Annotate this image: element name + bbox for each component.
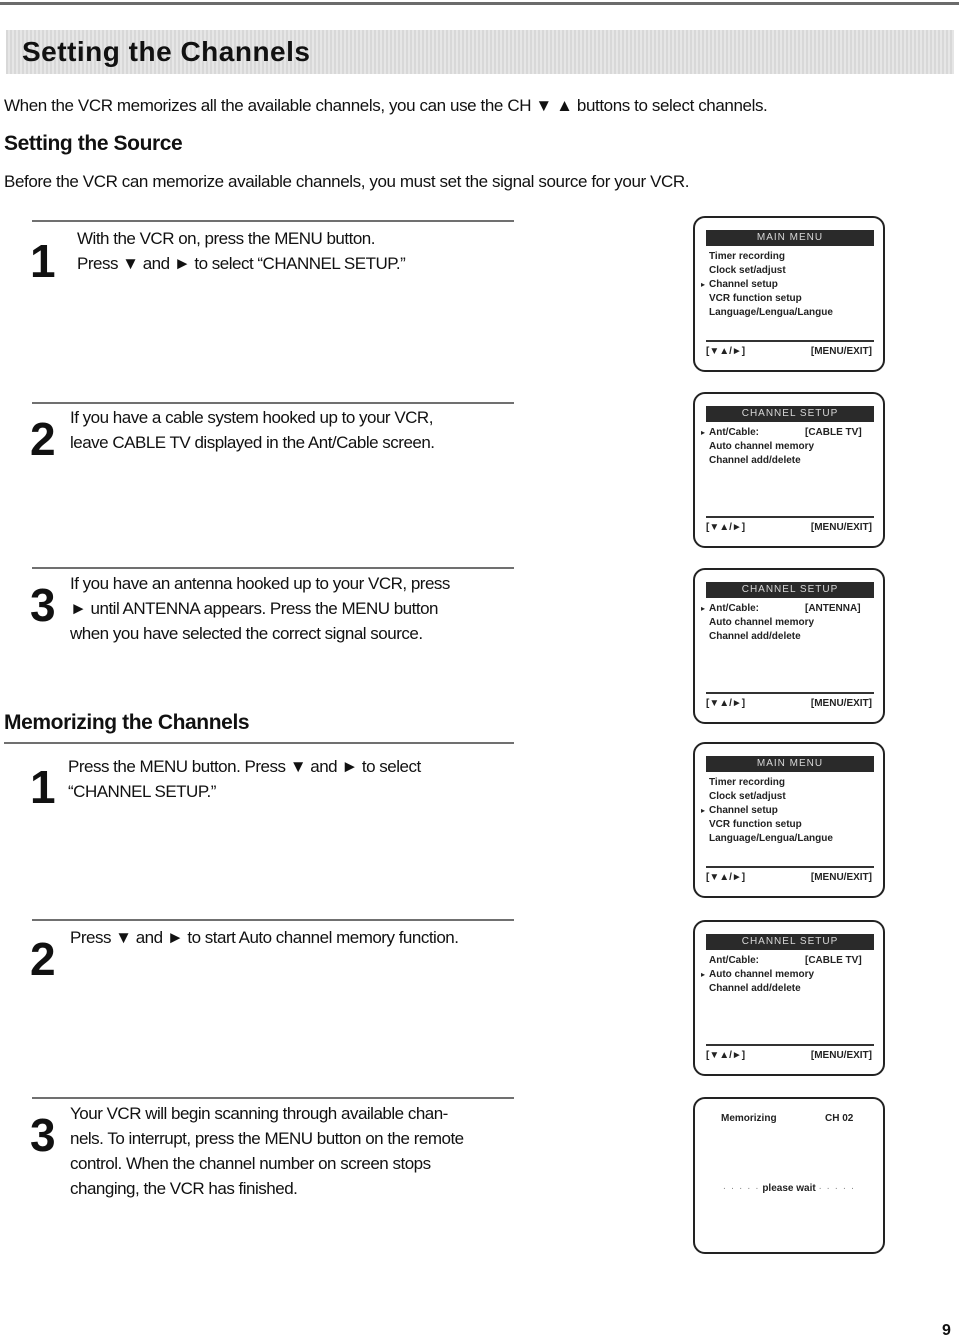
- cursor-icon: ▸: [701, 604, 706, 613]
- menu-item: Timer recording: [709, 777, 785, 788]
- step-line: Press ▼ and ► to start Auto channel memory function.: [70, 928, 459, 947]
- exit-hint: [MENU/EXIT]: [810, 522, 872, 533]
- step-line: nels. To interrupt, press the MENU button on the remote: [70, 1129, 464, 1148]
- menu-item: Auto channel memory: [709, 441, 815, 452]
- step-number: 1: [30, 761, 56, 813]
- step-line: when you have selected the correct signal source.: [70, 624, 423, 643]
- source-step-3: [70, 571, 520, 646]
- channel-number: CH 02: [825, 1113, 854, 1124]
- step-line: If you have a cable system hooked up to your VCR,: [70, 408, 433, 427]
- nav-hint: [▼▲/►]: [706, 346, 746, 357]
- cursor-icon: ▸: [701, 806, 706, 815]
- screen-divider: [706, 692, 874, 694]
- main-menu-screen: [693, 216, 885, 372]
- menu-item: Channel add/delete: [709, 631, 801, 642]
- step-line: control. When the channel number on screen stops: [70, 1154, 431, 1173]
- source-value: [CABLE TV]: [805, 427, 862, 438]
- dots-left: · · · · ·: [722, 1183, 760, 1194]
- step-number: 2: [30, 413, 56, 465]
- please-wait-text: please wait: [762, 1183, 816, 1194]
- step-divider: [32, 919, 514, 921]
- screen-header: MAIN MENU: [706, 756, 874, 772]
- step-divider: [32, 567, 514, 569]
- step-number: 2: [30, 933, 56, 985]
- menu-list: [701, 426, 869, 468]
- step-line: If you have an antenna hooked up to your VCR, press: [70, 574, 450, 593]
- page-title: Setting the Channels: [22, 36, 311, 67]
- source-step-1: [77, 226, 527, 276]
- cursor-icon: ▸: [701, 280, 706, 289]
- title-bar: [6, 30, 954, 74]
- menu-item: Auto channel memory: [709, 617, 815, 628]
- screen-header: CHANNEL SETUP: [706, 582, 874, 598]
- menu-item: Ant/Cable: [CABLE TV]: [709, 955, 862, 966]
- main-menu-screen: [693, 742, 885, 898]
- step-line: leave CABLE TV displayed in the Ant/Cable screen.: [70, 433, 435, 452]
- exit-hint: [MENU/EXIT]: [810, 872, 872, 883]
- step-number: 3: [30, 579, 56, 631]
- memorizing-label: Memorizing: [721, 1113, 777, 1124]
- source-value: [ANTENNA]: [805, 603, 861, 614]
- screen-header: CHANNEL SETUP: [706, 934, 874, 950]
- nav-hint: [▼▲/►]: [706, 872, 746, 883]
- source-text: Before the VCR can memorize available channels, you must set the signal source for your VCR.: [4, 172, 690, 191]
- menu-item: VCR function setup: [709, 819, 802, 830]
- memorize-step-1: [68, 754, 518, 804]
- menu-list: [701, 250, 869, 320]
- menu-item: Clock set/adjust: [709, 791, 786, 802]
- source-heading: Setting the Source: [4, 132, 183, 155]
- menu-item: Channel add/delete: [709, 455, 801, 466]
- exit-hint: [MENU/EXIT]: [810, 346, 872, 357]
- nav-hint: [▼▲/►]: [706, 698, 746, 709]
- screen-divider: [706, 340, 874, 342]
- step-divider: [32, 1097, 514, 1099]
- exit-hint: [MENU/EXIT]: [810, 1050, 872, 1061]
- step-line: Press the MENU button. Press ▼ and ► to select: [68, 757, 421, 776]
- cursor-icon: ▸: [701, 428, 706, 437]
- menu-list: [701, 954, 869, 996]
- step-line: ► until ANTENNA appears. Press the MENU button: [70, 599, 438, 618]
- nav-hint: [▼▲/►]: [706, 522, 746, 533]
- screen-divider: [706, 516, 874, 518]
- menu-item: Language/Lengua/Langue: [709, 307, 833, 318]
- menu-item-selected: ▸ Ant/Cable: [CABLE TV]: [701, 427, 862, 438]
- menu-item-selected: ▸ Channel setup: [701, 805, 778, 816]
- menu-item: Language/Lengua/Langue: [709, 833, 833, 844]
- menu-item-selected: ▸ Ant/Cable: [ANTENNA]: [701, 603, 861, 614]
- step-number: 3: [30, 1109, 56, 1161]
- screen-header: MAIN MENU: [706, 230, 874, 246]
- screen-divider: [706, 1044, 874, 1046]
- intro-text: When the VCR memorizes all the available channels, you can use the CH ▼ ▲ buttons to select channels.: [4, 96, 768, 115]
- screen-header: CHANNEL SETUP: [706, 406, 874, 422]
- step-line: With the VCR on, press the MENU button.: [77, 229, 375, 248]
- step-divider: [32, 220, 514, 222]
- step-divider: [32, 402, 514, 404]
- menu-item-selected: ▸ Auto channel memory: [701, 969, 815, 980]
- memorize-heading: Memorizing the Channels: [4, 711, 250, 734]
- step-line: “CHANNEL SETUP.”: [68, 782, 216, 801]
- top-rule: [0, 2, 959, 5]
- menu-list: [701, 776, 869, 846]
- menu-item: Timer recording: [709, 251, 785, 262]
- step-line: changing, the VCR has finished.: [70, 1179, 298, 1198]
- menu-item: VCR function setup: [709, 293, 802, 304]
- step-line: Your VCR will begin scanning through available chan-: [70, 1104, 448, 1123]
- source-step-2: [70, 405, 520, 455]
- step-line: Press ▼ and ► to select “CHANNEL SETUP.”: [77, 254, 406, 273]
- menu-list: [701, 602, 869, 644]
- step-number: 1: [30, 235, 56, 287]
- please-wait: [695, 1183, 883, 1194]
- memorize-step-3: [70, 1101, 530, 1201]
- screen-divider: [706, 866, 874, 868]
- nav-hint: [▼▲/►]: [706, 1050, 746, 1061]
- channel-setup-screen: [693, 920, 885, 1076]
- dots-right: · · · · ·: [818, 1183, 856, 1194]
- channel-setup-screen: [693, 392, 885, 548]
- exit-hint: [MENU/EXIT]: [810, 698, 872, 709]
- memorize-step-2: [70, 925, 520, 950]
- section-divider: [4, 742, 514, 744]
- cursor-icon: ▸: [701, 970, 706, 979]
- menu-item: Channel add/delete: [709, 983, 801, 994]
- menu-item-selected: ▸ Channel setup: [701, 279, 778, 290]
- page-number: 9: [942, 1322, 951, 1339]
- memorizing-screen: [693, 1097, 885, 1254]
- menu-item: Clock set/adjust: [709, 265, 786, 276]
- source-value: [CABLE TV]: [805, 955, 862, 966]
- channel-setup-screen: [693, 568, 885, 724]
